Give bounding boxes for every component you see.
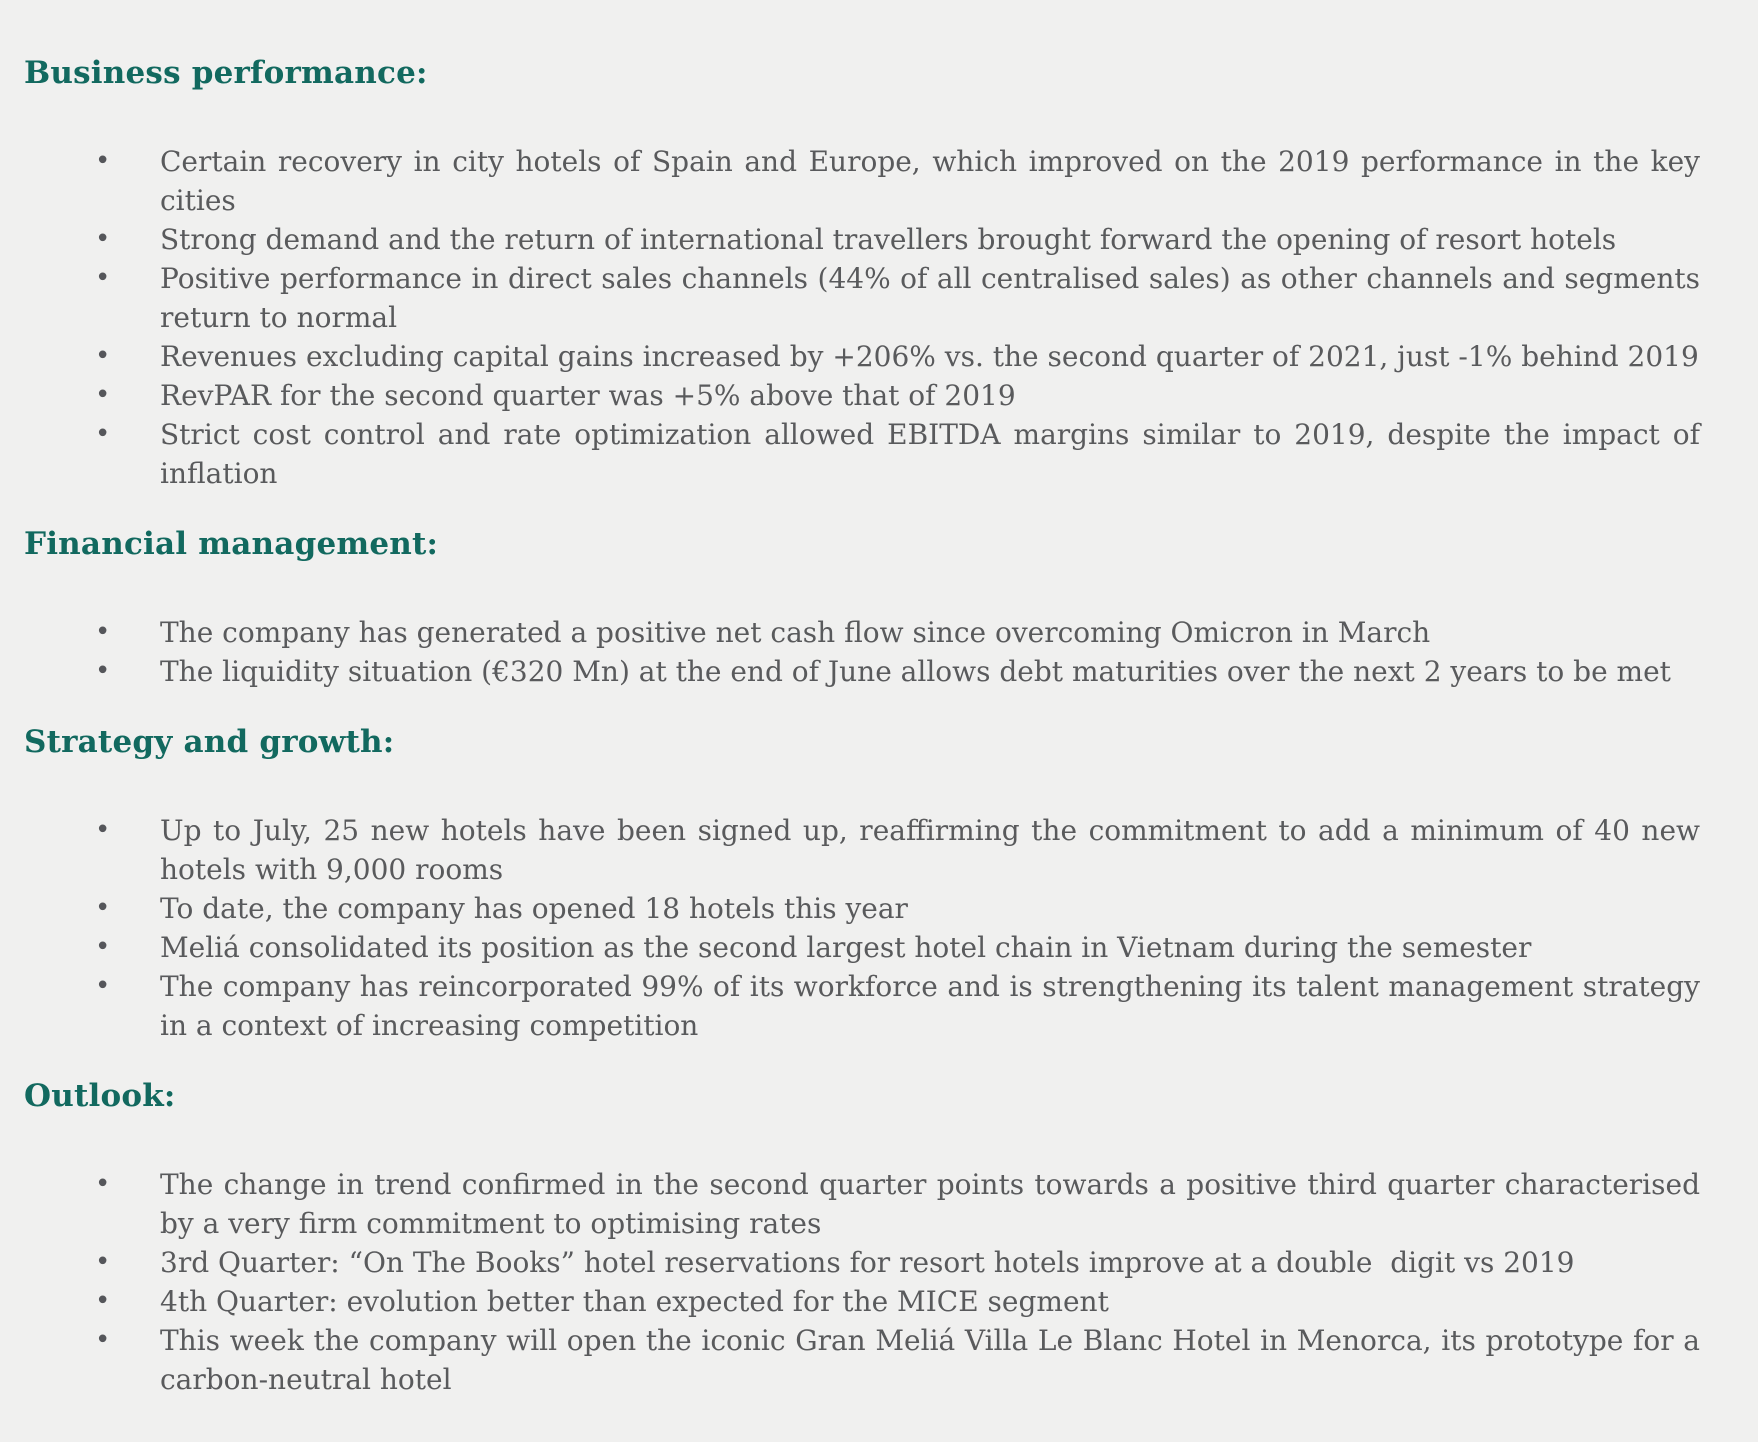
list-item	[95, 1321, 1709, 1399]
list-item	[95, 220, 1700, 259]
bullet-text: 4th Quarter: evolution better than expected for the MICE segment	[160, 1285, 1109, 1318]
list-item	[95, 337, 1700, 376]
bullet-icon: •	[95, 617, 111, 647]
list-item	[95, 889, 1700, 928]
bullet-text: Up to July, 25 new hotels have been signed up, reaffirming the commitment to add a minimum of 40 new hotels with 9,000 rooms	[160, 814, 1709, 886]
bullet-text: Strong demand and the return of international travellers brought forward the opening of resort hotels	[160, 223, 1617, 256]
bullet-text: RevPAR for the second quarter was +5% above that of 2019	[160, 379, 1016, 412]
bullet-icon: •	[95, 146, 111, 176]
section-heading: Financial management:	[24, 526, 439, 562]
list-item	[95, 1165, 1709, 1243]
list-item	[95, 259, 1709, 337]
section-heading: Strategy and growth:	[24, 724, 395, 760]
bullet-text: Meliá consolidated its position as the second largest hotel chain in Vietnam during the semester	[160, 931, 1532, 964]
bullet-list	[95, 811, 1709, 1045]
section-heading: Business performance:	[24, 55, 428, 91]
bullet-text: Certain recovery in city hotels of Spain and Europe, which improved on the 2019 performance in the key cities	[160, 145, 1709, 217]
bullet-icon: •	[95, 932, 111, 962]
bullet-list	[95, 1165, 1709, 1399]
bullet-icon: •	[95, 893, 111, 923]
list-item	[95, 967, 1709, 1045]
bullet-icon: •	[95, 1286, 111, 1316]
list-item	[95, 1243, 1700, 1282]
bullet-icon: •	[95, 971, 111, 1001]
bullet-text: Positive performance in direct sales channels (44% of all centralised sales) as other channels and segments return to normal	[160, 262, 1709, 334]
bullet-list	[95, 613, 1700, 691]
list-item	[95, 652, 1700, 691]
bullet-icon: •	[95, 341, 111, 371]
bullet-icon: •	[95, 224, 111, 254]
bullet-text: This week the company will open the iconic Gran Meliá Villa Le Blanc Hotel in Menorca, its prototype for a carbon-neutral hotel	[160, 1324, 1709, 1396]
list-item	[95, 142, 1709, 220]
section-financial-management	[24, 525, 1700, 691]
list-item	[95, 376, 1700, 415]
bullet-list	[95, 142, 1709, 493]
bullet-text: Revenues excluding capital gains increased by +206% vs. the second quarter of 2021, just -1% behind 2019	[160, 340, 1699, 373]
bullet-text: To date, the company has opened 18 hotels this year	[160, 892, 908, 925]
bullet-text: The company has reincorporated 99% of its workforce and is strengthening its talent management strategy in a context of increasing competition	[160, 970, 1709, 1042]
bullet-text: 3rd Quarter: “On The Books” hotel reservations for resort hotels improve at a double digit vs 2019	[160, 1246, 1575, 1279]
section-outlook	[24, 1077, 1709, 1399]
bullet-icon: •	[95, 656, 111, 686]
list-item	[95, 811, 1709, 889]
list-item	[95, 928, 1700, 967]
bullet-icon: •	[95, 419, 111, 449]
list-item	[95, 415, 1709, 493]
list-item	[95, 613, 1700, 652]
section-business-performance	[24, 54, 1709, 493]
bullet-icon: •	[95, 815, 111, 845]
section-strategy-and-growth	[24, 723, 1709, 1045]
bullet-text: Strict cost control and rate optimization allowed EBITDA margins similar to 2019, despite the impact of inflation	[160, 418, 1709, 490]
bullet-text: The liquidity situation (€320 Mn) at the end of June allows debt maturities over the next 2 years to be met	[160, 655, 1671, 688]
list-item	[95, 1282, 1700, 1321]
bullet-icon: •	[95, 380, 111, 410]
bullet-text: The company has generated a positive net cash flow since overcoming Omicron in March	[160, 616, 1431, 649]
bullet-icon: •	[95, 1325, 111, 1355]
bullet-icon: •	[95, 1169, 111, 1199]
bullet-icon: •	[95, 1247, 111, 1277]
bullet-text: The change in trend confirmed in the second quarter points towards a positive third quarter characterised by a very firm commitment to optimising rates	[160, 1168, 1709, 1240]
section-heading: Outlook:	[24, 1078, 176, 1114]
bullet-icon: •	[95, 263, 111, 293]
